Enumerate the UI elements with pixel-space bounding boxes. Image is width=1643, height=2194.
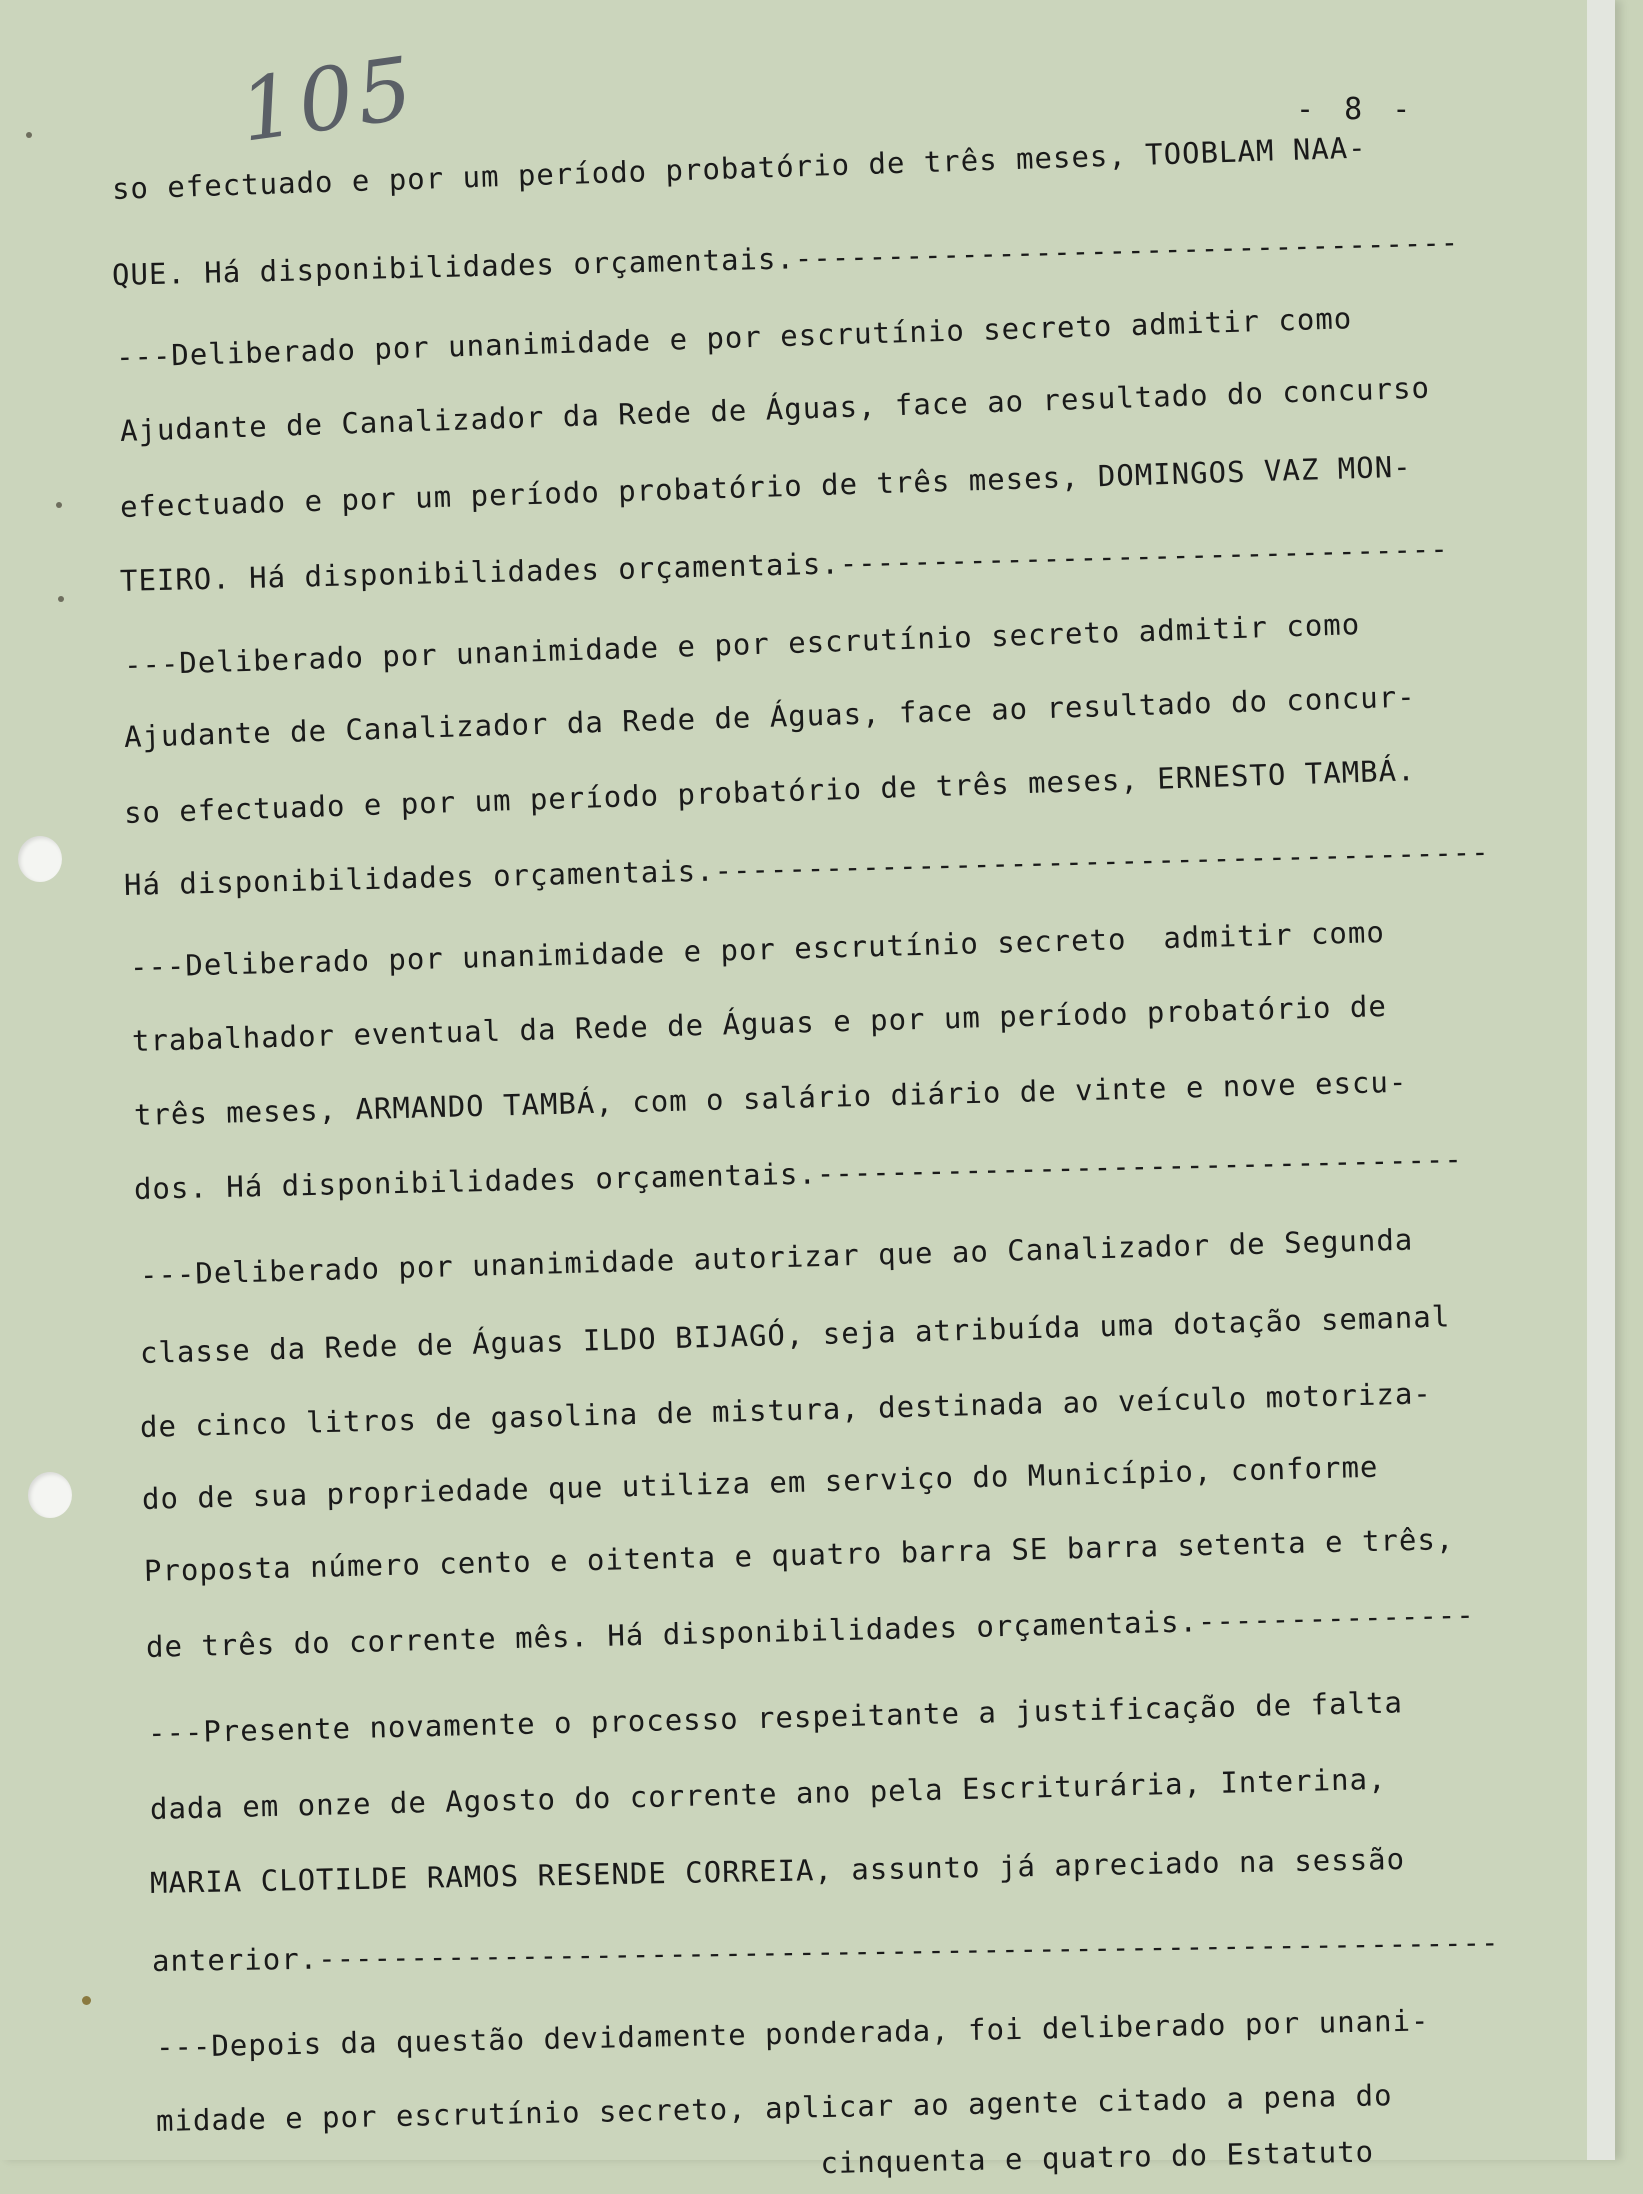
text-line: classe da Rede de Águas ILDO BIJAGÓ, seja atribuída uma dotação semanal <box>139 1299 1451 1370</box>
text-line: três meses, ARMANDO TAMBÁ, com o salário diário de vinte e nove escu- <box>133 1064 1408 1132</box>
text-line: so efectuado e por um período probatório de três meses, TOOBLAM NAA- <box>111 130 1368 206</box>
text-line: ---Deliberado por unanimidade e por escrutínio secreto admitir como <box>115 301 1353 374</box>
punch-hole <box>28 1472 72 1518</box>
text-line: ---Deliberado por unanimidade e por escrutínio secreto admitir como <box>123 607 1361 682</box>
text-line: ---Presente novamente o processo respeitante a justificação de falta <box>147 1685 1404 1750</box>
text-line: de três do corrente mês. Há disponibilidades orçamentais.--------------- <box>145 1597 1476 1664</box>
text-line: ---Depois da questão devidamente ponderada, foi deliberado por unani- <box>155 2003 1430 2064</box>
page-edge <box>1587 0 1615 2160</box>
text-line: dos. Há disponibilidades orçamentais.----------------------------------- <box>133 1141 1464 1206</box>
text-line: trabalhador eventual da Rede de Águas e por um período probatório de <box>131 988 1388 1058</box>
text-line: so efectuado e por um período probatório de três meses, ERNESTO TAMBÁ. <box>123 753 1417 830</box>
text-line: Proposta número cento e oitenta e quatro barra SE barra setenta e três, <box>143 1521 1455 1588</box>
text-line: ---Deliberado por unanimidade autorizar que ao Canalizador de Segunda <box>139 1222 1414 1292</box>
text-line: Ajudante de Canalizador da Rede de Águas, face ao resultado do concurso <box>119 370 1431 448</box>
speck <box>26 132 32 138</box>
speck <box>58 596 64 602</box>
text-line: MARIA CLOTILDE RAMOS RESENDE CORREIA, assunto já apreciado na sessão <box>149 1841 1406 1900</box>
text-line: TEIRO. Há disponibilidades orçamentais.--------------------------------- <box>119 531 1450 598</box>
speck <box>82 1996 91 2005</box>
text-line: de cinco litros de gasolina de mistura, destinada ao veículo motoriza- <box>139 1376 1433 1444</box>
text-line: midade e por escrutínio secreto, aplicar ao agente citado a pena do <box>155 2078 1393 2138</box>
page-number: - 8 - <box>1296 92 1417 127</box>
text-line: anterior.---------------------------------------------------------------- <box>151 1925 1500 1978</box>
punch-hole <box>18 836 62 882</box>
text-line: do de sua propriedade que utiliza em serviço do Município, conforme <box>141 1449 1379 1516</box>
text-line: cinquenta e quatro do Estatuto <box>155 2134 1375 2194</box>
speck <box>56 502 62 508</box>
handwritten-folio-number: 105 <box>233 38 423 162</box>
text-line: Há disponibilidades orçamentais.------------------------------------------ <box>123 834 1491 902</box>
text-line: ---Deliberado por unanimidade e por escrutínio secreto admitir como <box>129 914 1386 984</box>
text-line: efectuado e por um período probatório de três meses, DOMINGOS VAZ MON- <box>119 449 1413 524</box>
text-line: Ajudante de Canalizador da Rede de Águas, face ao resultado do concur- <box>123 679 1417 754</box>
text-line: dada em onze de Agosto do corrente ano pela Escriturária, Interina, <box>149 1761 1387 1826</box>
text-line: QUE. Há disponibilidades orçamentais.------------------------------------ <box>111 225 1460 292</box>
